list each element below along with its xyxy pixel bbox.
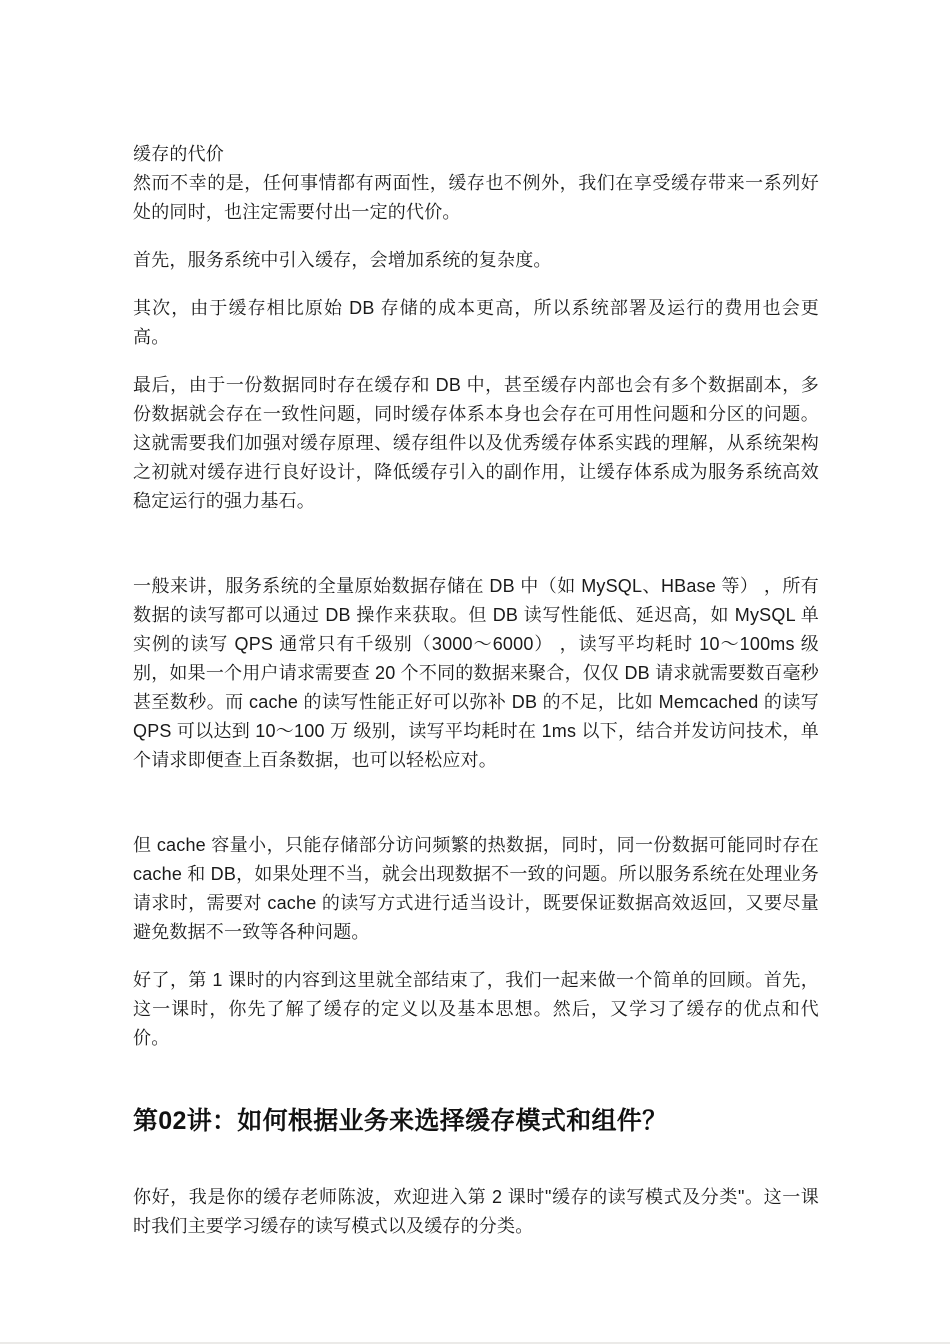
paragraph-cache-cost-intro: 然而不幸的是，任何事情都有两面性，缓存也不例外，我们在享受缓存带来一系列好处的同时，也注定需要付出一定的代价。: [133, 173, 819, 222]
paragraph-cache-limitations: 但 cache 容量小，只能存储部分访问频繁的热数据，同时，同一份数据可能同时存在 cache 和 DB，如果处理不当，就会出现数据不一致的问题。所以服务系统在处理业务请求时，需要对 cache 的读写方式进行适当设计，既要保证数据高效返回，又要尽量避免数据不一致等各种问题。: [133, 835, 819, 942]
paragraph-lesson2-intro: 你好，我是你的缓存老师陈波，欢迎进入第 2 课时"缓存的读写模式及分类"。这一课时我们主要学习缓存的读写模式以及缓存的分类。: [133, 1187, 819, 1236]
paragraph-last-point: 最后，由于一份数据同时存在缓存和 DB 中，甚至缓存内部也会有多个数据副本，多份数据就会存在一致性问题，同时缓存体系本身也会存在可用性问题和分区的问题。这就需要我们加强对缓存原理、缓存组件以及优秀缓存体系实践的理解，从系统架构之初就对缓存进行良好设计，降低缓存引入的副作用，让缓存体系成为服务系统高效稳定运行的强力基石。: [133, 375, 819, 511]
paragraph-cache-cost-title: 缓存的代价: [133, 144, 224, 164]
paragraph-second-point: 其次，由于缓存相比原始 DB 存储的成本更高，所以系统部署及运行的费用也会更高。: [133, 298, 819, 347]
lesson2-heading: 第02讲：如何根据业务来选择缓存模式和组件？: [133, 1107, 668, 1135]
paragraph-db-vs-cache: 一般来讲，服务系统的全量原始数据存储在 DB 中（如 MySQL、HBase 等） ，所有数据的读写都可以通过 DB 操作来获取。但 DB 读写性能低、延迟高，如 MySQL 单实例的读写 QPS 通常只有千级别（3000～6000） ，读写平均耗时 10～100ms 级别，如果一个用户请求需要查 20 个不同的数据来聚合，仅仅 DB 请求就需要数百毫秒甚至数秒。而 cache 的读写性能正好可以弥补 DB 的不足，比如 Memcached 的读写 QPS 可以达到 10～100 万 级别，读写平均耗时在 1ms 以下，结合并发访问技术，单个请求即便查上百条数据，也可以轻松应对。: [133, 576, 819, 770]
paragraph-first-point: 首先，服务系统中引入缓存，会增加系统的复杂度。: [133, 250, 552, 270]
paragraph-lesson1-recap: 好了，第 1 课时的内容到这里就全部结束了，我们一起来做一个简单的回顾。首先，这一课时，你先了解了缓存的定义以及基本思想。然后，又学习了缓存的优点和代价。: [133, 970, 819, 1048]
article-body: [133, 0, 819, 1241]
